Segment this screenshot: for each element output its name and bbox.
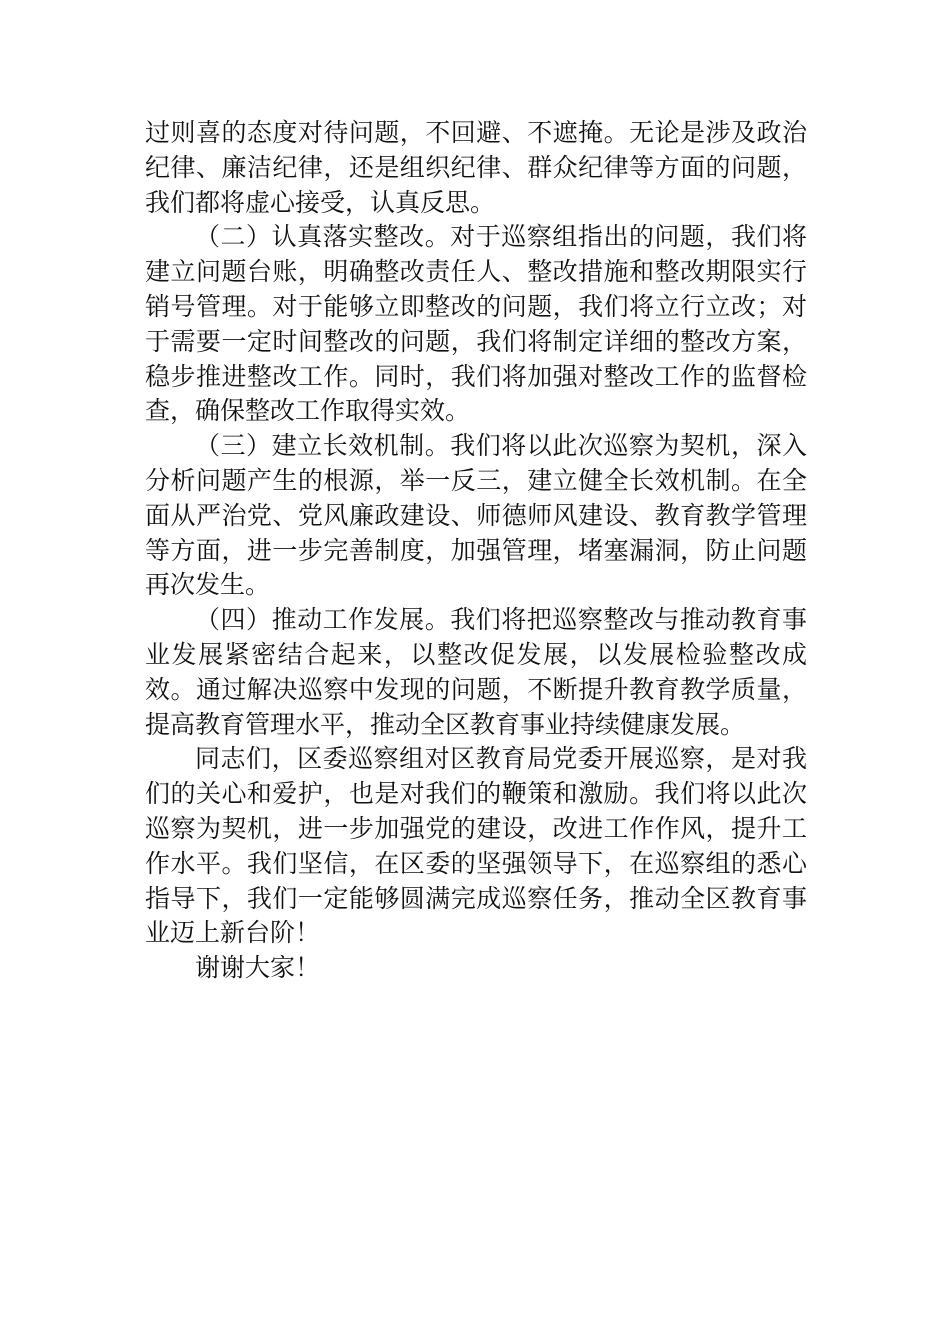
paragraph-long-term-mechanism: （三）建立长效机制。我们将以此次巡察为契机，深入分析问题产生的根源，举一反三，建立健全长效机制。在全面从严治党、党风廉政建设、师德师风建设、教育教学管理等方面，进一步完善制度，加强管理，堵塞漏洞，防止问题再次发生。 bbox=[145, 431, 807, 600]
document-body bbox=[145, 116, 807, 986]
paragraph-continuation: 过则喜的态度对待问题，不回避、不遮掩。无论是涉及政治纪律、廉洁纪律，还是组织纪律、群众纪律等方面的问题，我们都将虚心接受，认真反思。 bbox=[145, 118, 807, 217]
paragraph-rectification: （二）认真落实整改。对于巡察组指出的问题，我们将建立问题台账，明确整改责任人、整改措施和整改期限实行销号管理。对于能够立即整改的问题，我们将立行立改；对于需要一定时间整改的问题，我们将制定详细的整改方案，稳步推进整改工作。同时，我们将加强对整改工作的监督检查，确保整改工作取得实效。 bbox=[145, 222, 807, 426]
paragraph-work-development: （四）推动工作发展。我们将把巡察整改与推动教育事业发展紧密结合起来，以整改促发展，以发展检验整改成效。通过解决巡察中发现的问题，不断提升教育教学质量，提高教育管理水平，推动全区教育事业持续健康发展。 bbox=[145, 605, 807, 739]
paragraph-closing-remarks: 同志们，区委巡察组对区教育局党委开展巡察，是对我们的关心和爱护，也是对我们的鞭策和激励。我们将以此次巡察为契机，进一步加强党的建设，改进工作作风，提升工作水平。我们坚信，在区委的坚强领导下，在巡察组的悉心指导下，我们一定能够圆满完成巡察任务，推动全区教育事业迈上新台阶！ bbox=[145, 744, 807, 948]
paragraph-thanks: 谢谢大家！ bbox=[195, 953, 321, 983]
